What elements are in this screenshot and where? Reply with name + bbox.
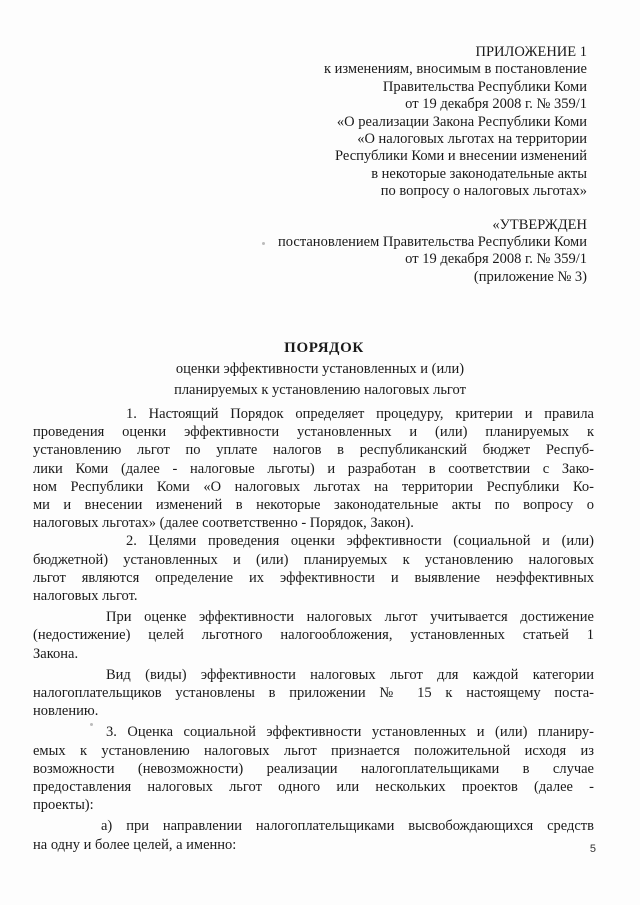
text-line: на одну и более целей, а именно: — [33, 836, 237, 853]
paragraph-4 — [33, 666, 594, 721]
paragraph-6 — [33, 817, 594, 853]
scan-speck — [90, 723, 93, 726]
text-line: новлению. — [33, 703, 99, 720]
appendix-line: «О налоговых льготах на территории — [357, 131, 587, 148]
text-line: возможности (невозможности) реализации налогоплательщиками в случае — [33, 760, 594, 777]
text-line: При оценке эффективности налоговых льгот учитывается достижение — [106, 609, 594, 626]
text-line: установлению льгот по уплате налогов в республиканский бюджет Респуб- — [33, 442, 594, 459]
text-line: Закона. — [33, 645, 79, 662]
text-line: 2. Целями проведения оценки эффективности (социальной и (или) — [126, 533, 594, 550]
text-line: 1. Настоящий Порядок определяет процедуру, критерии и правила — [126, 406, 594, 422]
appendix-line: по вопросу о налоговых льготах» — [380, 183, 587, 200]
approval-stamp-text — [187, 217, 587, 286]
text-line: ном Республики Коми «О налоговых льготах на территории Республики Ко- — [33, 478, 594, 495]
document-title-block — [0, 340, 640, 399]
approval-line: от 19 декабря 2008 г. № 359/1 — [405, 251, 587, 268]
page-number: 5 — [589, 843, 596, 855]
document-subtitle-line: планируемых к установлению налоговых льгот — [174, 382, 466, 398]
text-line: емых к установлению налоговых льгот признается положительной исходя из — [33, 742, 594, 759]
text-line: проведения оценки эффективности установленных и (или) планируемых к — [33, 424, 594, 441]
scan-speck — [262, 242, 265, 245]
text-line: а) при направлении налогоплательщиками высвобождающихся средств — [101, 818, 594, 835]
text-line: предоставления налоговых льгот одного или нескольких проектов (далее - — [33, 779, 594, 796]
text-line: 3. Оценка социальной эффективности установленных и (или) планиру- — [106, 724, 594, 741]
paragraph-2 — [33, 532, 594, 605]
text-line: бюджетной) установленных и (или) планируемых к установлению налоговых — [33, 551, 594, 568]
appendix-line: от 19 декабря 2008 г. № 359/1 — [405, 96, 587, 113]
text-line: Вид (виды) эффективности налоговых льгот для каждой категории — [106, 666, 594, 683]
approval-line: «УТВЕРЖДЕН — [492, 217, 587, 233]
document-body — [33, 405, 594, 854]
appendix-line: к изменениям, вносимым в постановление — [323, 61, 587, 78]
text-line: (недостижение) целей льготного налогообложения, установленных статьей 1 — [33, 627, 594, 644]
paragraph-1 — [33, 405, 594, 532]
approval-line: постановлением Правительства Республики Коми — [278, 234, 587, 251]
paragraph-3 — [33, 608, 594, 663]
approval-line: (приложение № 3) — [473, 268, 587, 285]
appendix-line: Правительства Республики Коми — [382, 78, 587, 95]
document-subtitle-line: оценки эффективности установленных и (или) — [175, 361, 465, 377]
document-title: ПОРЯДОК — [284, 340, 364, 356]
text-line: налоговых льготах» (далее соответственно - Порядок, Закон). — [33, 515, 414, 532]
text-line: лики Коми (далее - налоговые льготы) и разработан в соответствии с Зако- — [33, 460, 594, 477]
appendix-line: Республики Коми и внесении изменений — [335, 148, 587, 165]
text-line: ми и внесении изменений в некоторые законодательные акты по вопросу о — [33, 497, 594, 514]
appendix-line: в некоторые законодательные акты — [371, 165, 587, 182]
text-line: проекты): — [33, 797, 94, 814]
appendix-line: ПРИЛОЖЕНИЕ 1 — [475, 44, 587, 60]
text-line: налогоплательщиков установлены в приложении № 15 к настоящему поста- — [33, 685, 594, 702]
appendix-header — [227, 44, 587, 201]
text-line: льгот являются определение их эффективности и выявление неэффективных — [33, 569, 594, 586]
appendix-line: «О реализации Закона Республики Коми — [336, 113, 587, 130]
paragraph-5 — [33, 723, 594, 814]
text-line: налоговых льгот. — [33, 588, 138, 605]
